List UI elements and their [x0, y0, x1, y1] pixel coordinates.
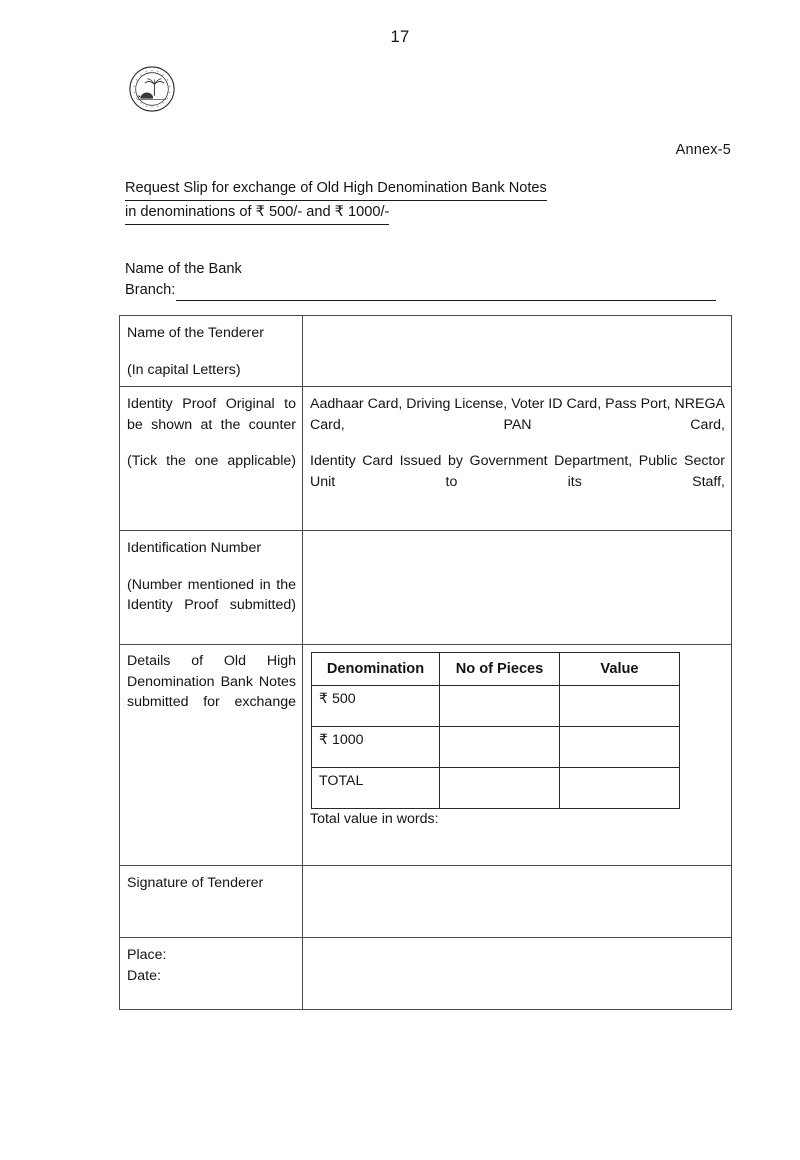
denomination-1000-pieces-input[interactable] — [440, 727, 560, 768]
page-number: 17 — [390, 28, 410, 46]
tenderer-name-label: Name of the Tenderer — [127, 325, 264, 341]
cell-label-identification-number — [120, 531, 303, 645]
cell-identity-proof-options[interactable] — [303, 387, 732, 531]
branch-fill-in-line[interactable] — [176, 286, 716, 301]
signature-label: Signature of Tenderer — [127, 875, 264, 891]
cell-label-tenderer-name — [120, 316, 303, 387]
notes-details-label: Details of Old High Denomination Bank Notes submitted for exchange — [127, 653, 296, 710]
branch-label: Branch: — [125, 282, 176, 298]
date-label: Date: — [127, 967, 161, 984]
identification-number-label: Identification Number — [127, 540, 262, 556]
column-header-no-of-pieces: No of Pieces — [440, 653, 560, 686]
cell-label-identity-proof — [120, 387, 303, 531]
table-row — [120, 387, 732, 531]
bank-name-label: Name of the Bank — [125, 261, 242, 277]
cell-input-identification-number[interactable] — [303, 531, 732, 645]
denomination-1000-value-input[interactable] — [560, 727, 680, 768]
table-row — [120, 316, 732, 387]
identity-proof-options-line-2: Identity Card Issued by Government Department, Public Sector Unit to its Staff, — [310, 453, 725, 490]
rbi-seal-emblem — [128, 65, 176, 113]
total-value-in-words-label: Total value in words: — [310, 811, 439, 827]
table-row — [120, 645, 732, 866]
tenderer-name-sublabel: (In capital Letters) — [127, 361, 241, 378]
annex-label: Annex-5 — [675, 142, 731, 158]
title-line-2: in denominations of ₹ 500/- and ₹ 1000/- — [125, 202, 389, 225]
table-row — [120, 531, 732, 645]
bank-details-block — [125, 259, 725, 301]
table-row — [312, 686, 680, 727]
denomination-1000-label: ₹ 1000 — [312, 727, 440, 768]
denomination-total-value-input[interactable] — [560, 768, 680, 809]
place-label: Place: — [127, 947, 167, 963]
table-row — [120, 866, 732, 938]
title-line-1: Request Slip for exchange of Old High Denomination Bank Notes — [125, 178, 547, 201]
identification-number-sublabel: (Number mentioned in the Identity Proof submitted) — [127, 576, 296, 613]
cell-input-signature[interactable] — [303, 866, 732, 938]
cell-denomination-table — [303, 645, 732, 866]
cell-input-tenderer-name[interactable] — [303, 316, 732, 387]
denomination-total-label: TOTAL — [312, 768, 440, 809]
document-title — [125, 178, 725, 225]
identity-proof-sublabel: (Tick the one applicable) — [127, 453, 296, 469]
column-header-value: Value — [560, 653, 680, 686]
identity-proof-options-line-1: Aadhaar Card, Driving License, Voter ID Card, Pass Port, NREGA Card, PAN Card, — [310, 396, 725, 433]
denomination-table-header-row — [312, 653, 680, 686]
column-header-denomination: Denomination — [312, 653, 440, 686]
denomination-500-value-input[interactable] — [560, 686, 680, 727]
identity-proof-label: Identity Proof Original to be shown at the counter — [127, 396, 296, 433]
cell-label-signature — [120, 866, 303, 938]
denomination-total-pieces-input[interactable] — [440, 768, 560, 809]
cell-label-place-date — [120, 938, 303, 1010]
branch-row — [125, 280, 716, 301]
denomination-table — [311, 652, 680, 809]
table-row — [312, 768, 680, 809]
denomination-500-pieces-input[interactable] — [440, 686, 560, 727]
table-row — [312, 727, 680, 768]
cell-input-place-date[interactable] — [303, 938, 732, 1010]
request-slip-table — [119, 315, 732, 1010]
cell-label-notes-details — [120, 645, 303, 866]
denomination-500-label: ₹ 500 — [312, 686, 440, 727]
table-row — [120, 938, 732, 1010]
